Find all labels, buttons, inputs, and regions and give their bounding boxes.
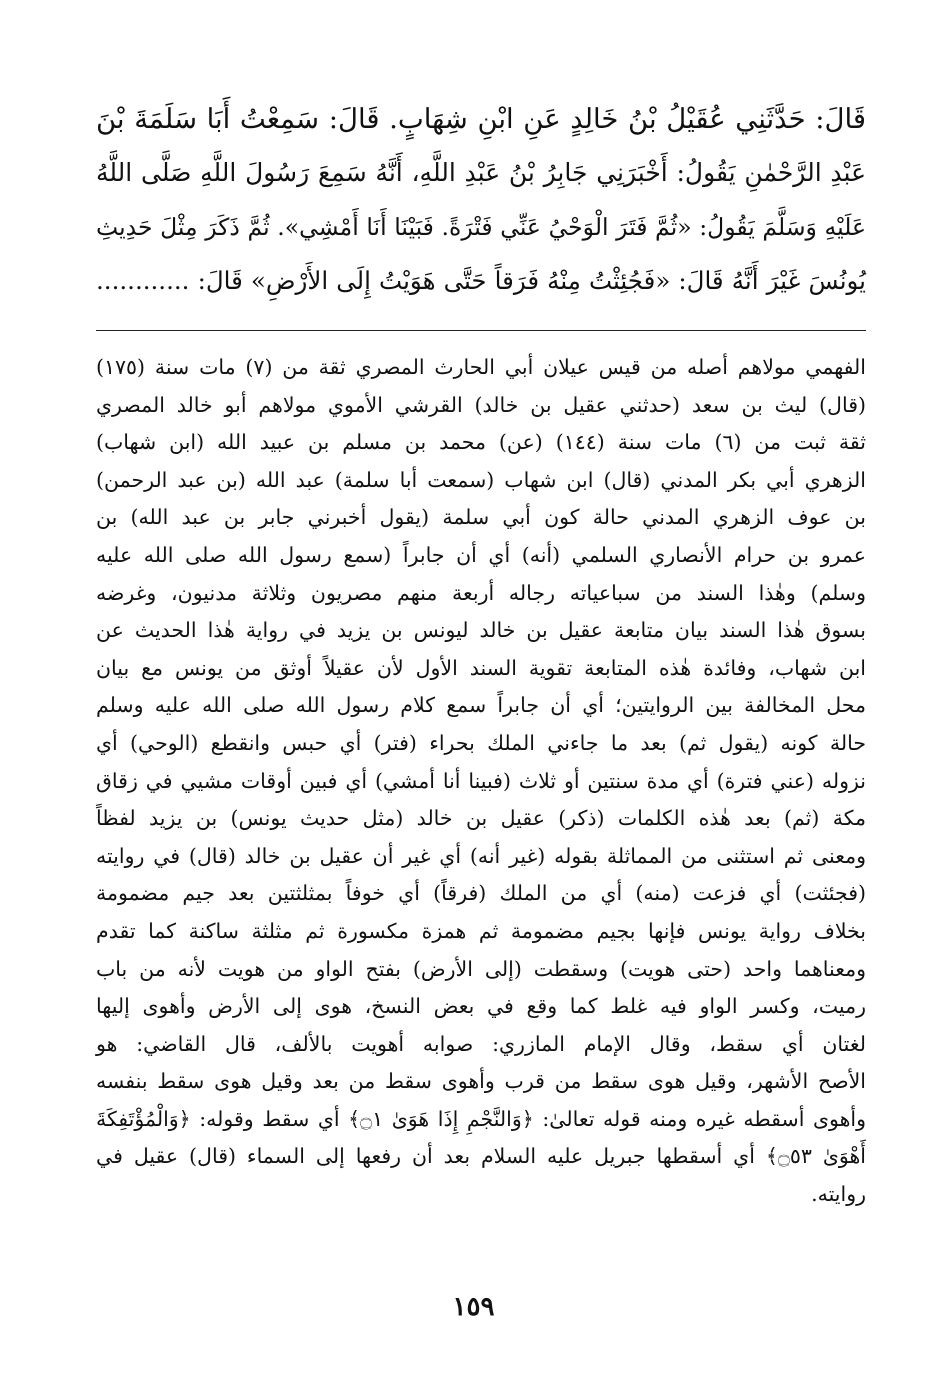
commentary-line: ومعنى ثم استثنى من المماثلة بقوله (غير أنه) أي غير أن عقيل بن خالد (قال) في روايته <box>96 843 866 868</box>
commentary-line: وسلم) وهٰذا السند من سباعياته رجاله أربعة منهم مصريون وثلاثة مدنيون، وغرضه <box>96 580 866 605</box>
commentary-line: (فجئثت) أي فزعت (منه) أي من الملك (فرقاً) أي خوفاً بمثلثتين بعد جيم مضمومة <box>96 881 866 906</box>
commentary-line: حالة كونه (يقول ثم) بعد ما جاءني الملك بحراء (فتر) أي حبس وانقطع (الوحي) أي <box>96 730 866 755</box>
commentary-line: الفهمي مولاهم أصله من قيس عيلان أبي الحارث المصري ثقة من (٧) مات سنة (١٧٥) <box>96 355 866 379</box>
hadith-line: عَلَيْهِ وَسَلَّمَ يَقُولُ: «ثُمَّ فَتَرَ الْوَحْيُ عَنِّي فَتْرَةً. فَبَيْنَا أَنَا أَمْشِي». ثُمَّ ذَكَرَ مِثْلَ حَدِيثِ <box>96 213 866 241</box>
page-body <box>96 92 866 1214</box>
hadith-line: قَالَ: حَدَّثَنِي عُقَيْلُ بْنُ خَالِدٍ عَنِ ابْنِ شِهَابٍ. قَالَ: سَمِعْتُ أَبَا سَلَمَةَ بْنَ <box>96 103 866 135</box>
hadith-line: يُونُسَ غَيْرَ أَنَّهُ قَالَ: «فَجُئِثْتُ مِنْهُ فَرَقاً حَتَّى هَوَيْتُ إِلَى الأَرْضِ» قَالَ: ............ <box>96 266 866 295</box>
commentary-line: (قال) ليث بن سعد (حدثني عقيل بن خالد) القرشي الأموي مولاهم أبو خالد المصري <box>96 392 866 417</box>
page-number: ١٥٩ <box>452 1292 495 1322</box>
hadith-text <box>96 92 866 308</box>
commentary-line: بخلاف رواية يونس فإنها بجيم مضمومة ثم همزة مكسورة ثم مثلثة ساكنة كما تقدم <box>96 918 866 943</box>
commentary-line: وأهوى أسقطه غيره ومنه قوله تعالىٰ: ﴿وَالنَّجْمِ إِذَا هَوَىٰ ۝١﴾ أي سقط وقوله: ﴿وَالْمُؤْتَفِكَةَ <box>96 1106 866 1131</box>
commentary-text <box>96 349 866 1214</box>
commentary-line: ابن شهاب، وفائدة هٰذه المتابعة تقوية السند الأول لأن عقيلاً أوثق من يونس مع بيان <box>96 655 866 680</box>
commentary-line: الأصح الأشهر، وقيل هوى سقط من قرب وأهوى سقط من بعد وقيل هوى سقط بنفسه <box>96 1069 866 1094</box>
commentary-line: محل المخالفة بين الروايتين؛ أي أن جابراً سمع كلام رسول الله صلى الله عليه وسلم <box>96 693 866 718</box>
commentary-line: مكة (ثم) بعد هٰذه الكلمات (ذكر) عقيل بن خالد (مثل حديث يونس) بن يزيد لفظاً <box>96 806 866 831</box>
commentary-line: روايته. <box>811 1182 866 1207</box>
commentary-line: ومعناهما واحد (حتى هويت) وسقطت (إلى الأرض) بفتح الواو من هويت لأنه من باب <box>96 956 866 981</box>
hadith-line: عَبْدِ الرَّحْمٰنِ يَقُولُ: أَخْبَرَنِي جَابِرُ بْنُ عَبْدِ اللَّهِ، أَنَّهُ سَمِعَ رَسُولَ اللَّهِ صَلَّى اللَّهُ <box>96 158 866 187</box>
commentary-line: عمرو بن حرام الأنصاري السلمي (أنه) أي أن جابراً (سمع رسول الله صلى الله عليه <box>96 542 866 567</box>
separator-rule <box>96 330 866 331</box>
commentary-line: بن عوف الزهري المدني حالة كون أبي سلمة (يقول أخبرني جابر بن عبد الله) بن <box>96 505 866 530</box>
commentary-line: بسوق هٰذا السند بيان متابعة عقيل بن خالد ليونس بن يزيد في رواية هٰذا الحديث عن <box>96 618 866 643</box>
commentary-line: رميت، وكسر الواو فيه غلط كما وقع في بعض النسخ، هوى إلى الأرض وأهوى إليها <box>96 994 866 1019</box>
commentary-line: ثقة ثبت من (٦) مات سنة (١٤٤) (عن) محمد بن مسلم بن عبيد الله (ابن شهاب) <box>96 430 866 455</box>
commentary-line: لغتان أي سقط، وقال الإمام المازري: صوابه أهويت بالألف، قال القاضي: هو <box>96 1031 866 1056</box>
commentary-line: أَهْوَىٰ ۝٥٣﴾ أي أسقطها جبريل عليه السلام بعد أن رفعها إلى السماء (قال) عقيل في <box>96 1144 866 1169</box>
commentary-line: الزهري أبي بكر المدني (قال) ابن شهاب (سمعت أبا سلمة) عبد الله (بن عبد الرحمن) <box>96 467 866 492</box>
commentary-line: نزوله (عني فترة) أي مدة سنتين أو ثلاث (فبينا أنا أمشي) أي فبين أوقات مشيي في زقاق <box>96 768 866 793</box>
